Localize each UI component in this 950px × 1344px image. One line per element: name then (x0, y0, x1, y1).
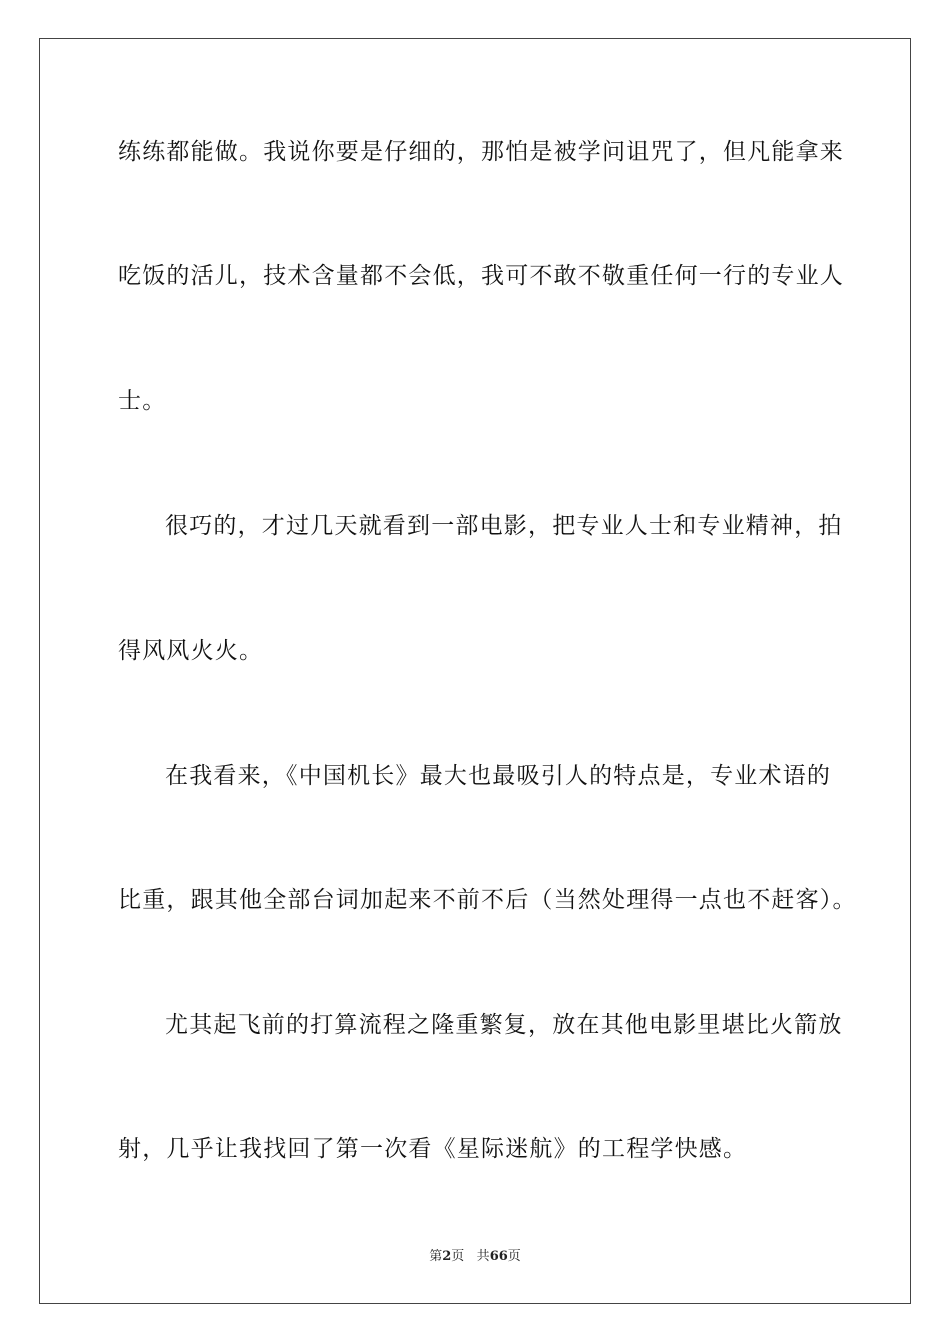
paragraph-line: 在我看来，《中国机长》最大也最吸引人的特点是，专业术语的 (165, 763, 832, 789)
paragraph-line: 练练都能做。我说你要是仔细的，那怕是被学问诅咒了，但凡能拿来 (118, 139, 844, 165)
total-prefix: 共 (476, 1249, 490, 1264)
paragraph-line: 得风风火火。 (118, 638, 264, 664)
page-number: 2 (442, 1249, 452, 1264)
page-footer (0, 1248, 950, 1266)
page-prefix: 第 (429, 1249, 443, 1264)
page-suffix: 页 (451, 1249, 465, 1264)
page-frame (39, 38, 911, 1304)
paragraph-line: 很巧的，才过几天就看到一部电影，把专业人士和专业精神，拍 (165, 513, 843, 539)
total-pages: 66 (489, 1249, 508, 1264)
paragraph-line: 射，几乎让我找回了第一次看《星际迷航》的工程学快感。 (118, 1136, 748, 1162)
paragraph-line: 士。 (118, 388, 167, 414)
paragraph-line: 吃饭的活儿，技术含量都不会低，我可不敢不敬重任何一行的专业人 (118, 263, 844, 289)
paragraph-line: 尤其起飞前的打算流程之隆重繁复，放在其他电影里堪比火箭放 (165, 1012, 843, 1038)
paragraph-line: 比重，跟其他全部台词加起来不前不后（当然处理得一点也不赶客）。 (118, 887, 857, 913)
total-suffix: 页 (507, 1249, 521, 1264)
